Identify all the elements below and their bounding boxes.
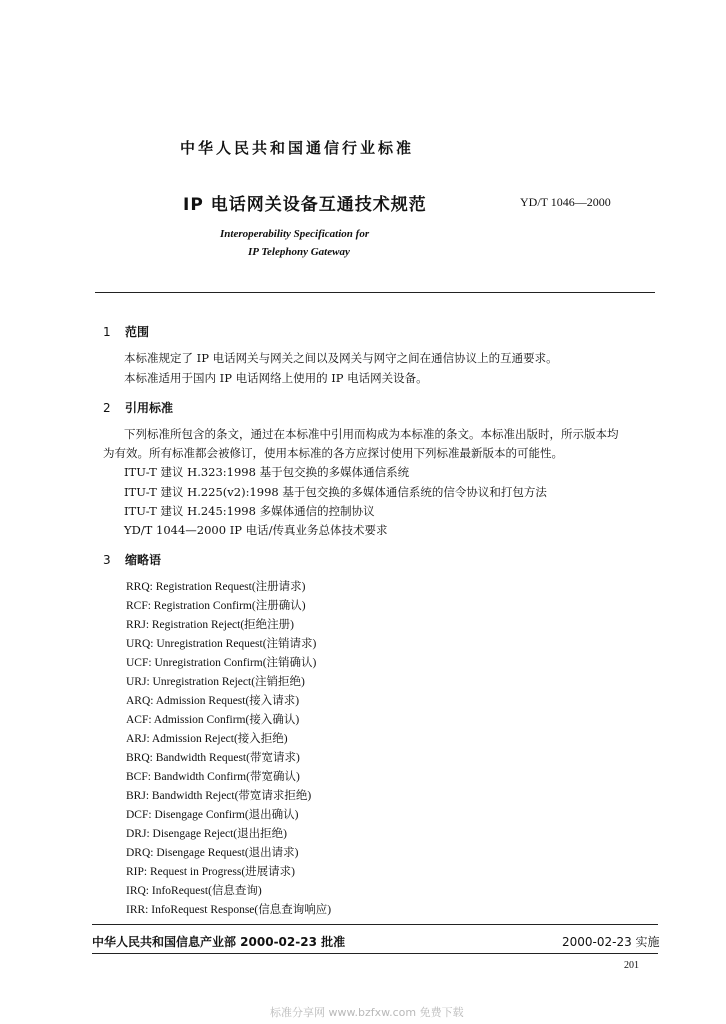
- section-title: 缩略语: [125, 553, 162, 567]
- abbreviation-item: URQ: Unregistration Request(注销请求): [126, 638, 317, 650]
- reference-item: ITU-T 建议 H.245:1998 多媒体通信的控制协议: [124, 504, 375, 518]
- watermark: 标准分享网 www.bzfxw.com 免费下载: [270, 1006, 464, 1019]
- page-number: 201: [624, 960, 639, 971]
- reference-item: ITU-T 建议 H.323:1998 基于包交换的多媒体通信系统: [124, 465, 410, 479]
- section-2-heading: [103, 399, 173, 416]
- paragraph: 本标准适用于国内 IP 电话网络上使用的 IP 电话网关设备。: [124, 371, 428, 385]
- standard-title-en-line2: IP Telephony Gateway: [248, 246, 350, 258]
- abbreviation-item: BRQ: Bandwidth Request(带宽请求): [126, 752, 300, 764]
- section-number: 3: [103, 553, 111, 567]
- section-number: 2: [103, 401, 111, 415]
- abbreviation-item: RIP: Request in Progress(进展请求): [126, 866, 295, 878]
- standard-title-en-line1: Interoperability Specification for: [220, 228, 370, 240]
- abbreviation-item: ARJ: Admission Reject(接入拒绝): [126, 733, 288, 745]
- abbreviation-item: BRJ: Bandwidth Reject(带宽请求拒绝): [126, 790, 312, 802]
- paragraph: 为有效。所有标准都会被修订，使用本标准的各方应探讨使用下列标准最新版本的可能性。: [103, 446, 563, 460]
- abbreviation-item: ARQ: Admission Request(接入请求): [126, 695, 300, 707]
- abbreviation-item: BCF: Bandwidth Confirm(带宽确认): [126, 771, 300, 783]
- abbreviation-item: URJ: Unregistration Reject(注销拒绝): [126, 676, 305, 688]
- abbreviation-item: DRQ: Disengage Request(退出请求): [126, 847, 299, 859]
- footer-bottom-divider: [92, 953, 658, 954]
- section-1-heading: [103, 323, 149, 340]
- standard-title-cn: IP 电话网关设备互通技术规范: [183, 195, 427, 215]
- abbreviation-item: UCF: Unregistration Confirm(注销确认): [126, 657, 317, 669]
- abbreviation-item: DCF: Disengage Confirm(退出确认): [126, 809, 299, 821]
- section-title: 引用标准: [125, 401, 174, 415]
- section-3-heading: [103, 551, 161, 568]
- abbreviation-item: IRR: InfoRequest Response(信息查询响应): [126, 904, 332, 916]
- effective-date: 2000-02-23 实施: [562, 935, 660, 949]
- header-divider: [95, 292, 655, 293]
- paragraph: 本标准规定了 IP 电话网关与网关之间以及网关与网守之间在通信协议上的互通要求。: [124, 351, 558, 365]
- section-number: 1: [103, 325, 111, 339]
- issuing-organization: 中华人民共和国通信行业标准: [180, 139, 415, 157]
- abbreviation-item: ACF: Admission Confirm(接入确认): [126, 714, 300, 726]
- reference-item: ITU-T 建议 H.225(v2):1998 基于包交换的多媒体通信系统的信令协议和打包方法: [124, 485, 547, 499]
- standard-code: YD/T 1046—2000: [520, 195, 611, 209]
- abbreviation-item: RRJ: Registration Reject(拒绝注册): [126, 619, 295, 631]
- reference-item: YD/T 1044—2000 IP 电话/传真业务总体技术要求: [124, 523, 388, 537]
- footer-divider: [92, 924, 658, 925]
- abbreviation-item: IRQ: InfoRequest(信息查询): [126, 885, 262, 897]
- abbreviation-item: DRJ: Disengage Reject(退出拒绝): [126, 828, 287, 840]
- paragraph: 下列标准所包含的条文，通过在本标准中引用而构成为本标准的条文。本标准出版时，所示版本均: [124, 427, 619, 441]
- abbreviation-item: RCF: Registration Confirm(注册确认): [126, 600, 306, 612]
- approval-line: 中华人民共和国信息产业部 2000-02-23 批准: [92, 935, 346, 949]
- section-title: 范围: [125, 325, 150, 339]
- abbreviation-item: RRQ: Registration Request(注册请求): [126, 581, 306, 593]
